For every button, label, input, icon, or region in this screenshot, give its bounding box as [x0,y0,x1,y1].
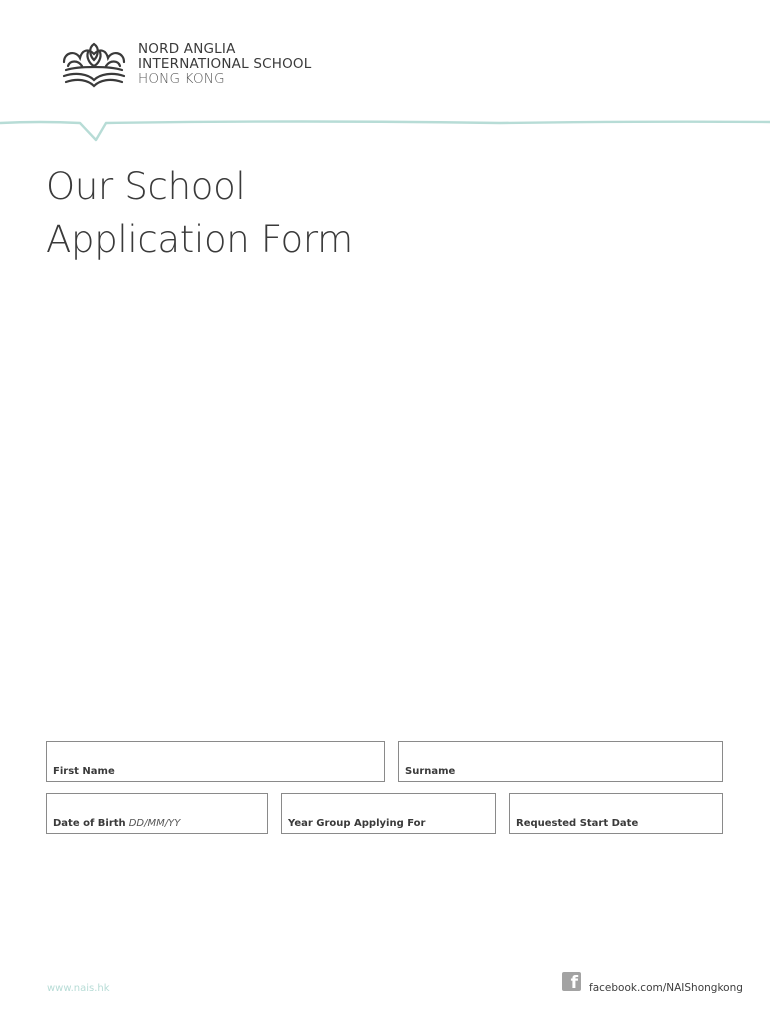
school-name-line2: INTERNATIONAL SCHOOL [138,56,312,72]
school-name-block [138,42,311,87]
requested-start-date-field[interactable] [509,793,723,834]
surname-field[interactable] [398,741,723,782]
date-of-birth-format-hint: DD/MM/YY [128,818,181,829]
date-of-birth-label-text: Date of Birth [53,818,126,829]
first-name-label: First Name [53,766,115,777]
page-title [46,160,353,266]
website-link[interactable]: www.nais.hk [47,983,110,994]
school-location: HONG KONG [138,71,225,87]
header-divider [0,118,770,148]
title-line1: Our School [46,165,246,208]
year-group-field[interactable] [281,793,496,834]
surname-label: Surname [405,766,456,777]
date-of-birth-field[interactable] [46,793,268,834]
first-name-field[interactable] [46,741,385,782]
facebook-icon: f [562,972,581,991]
facebook-link[interactable]: facebook.com/NAIShongkong [589,982,743,994]
requested-start-date-label: Requested Start Date [516,818,639,829]
date-of-birth-label [53,818,180,829]
year-group-label: Year Group Applying For [288,818,426,829]
school-name-line1: NORD ANGLIA [138,41,236,57]
crown-book-crest-icon [58,40,130,90]
title-line2: Application Form [46,218,353,261]
